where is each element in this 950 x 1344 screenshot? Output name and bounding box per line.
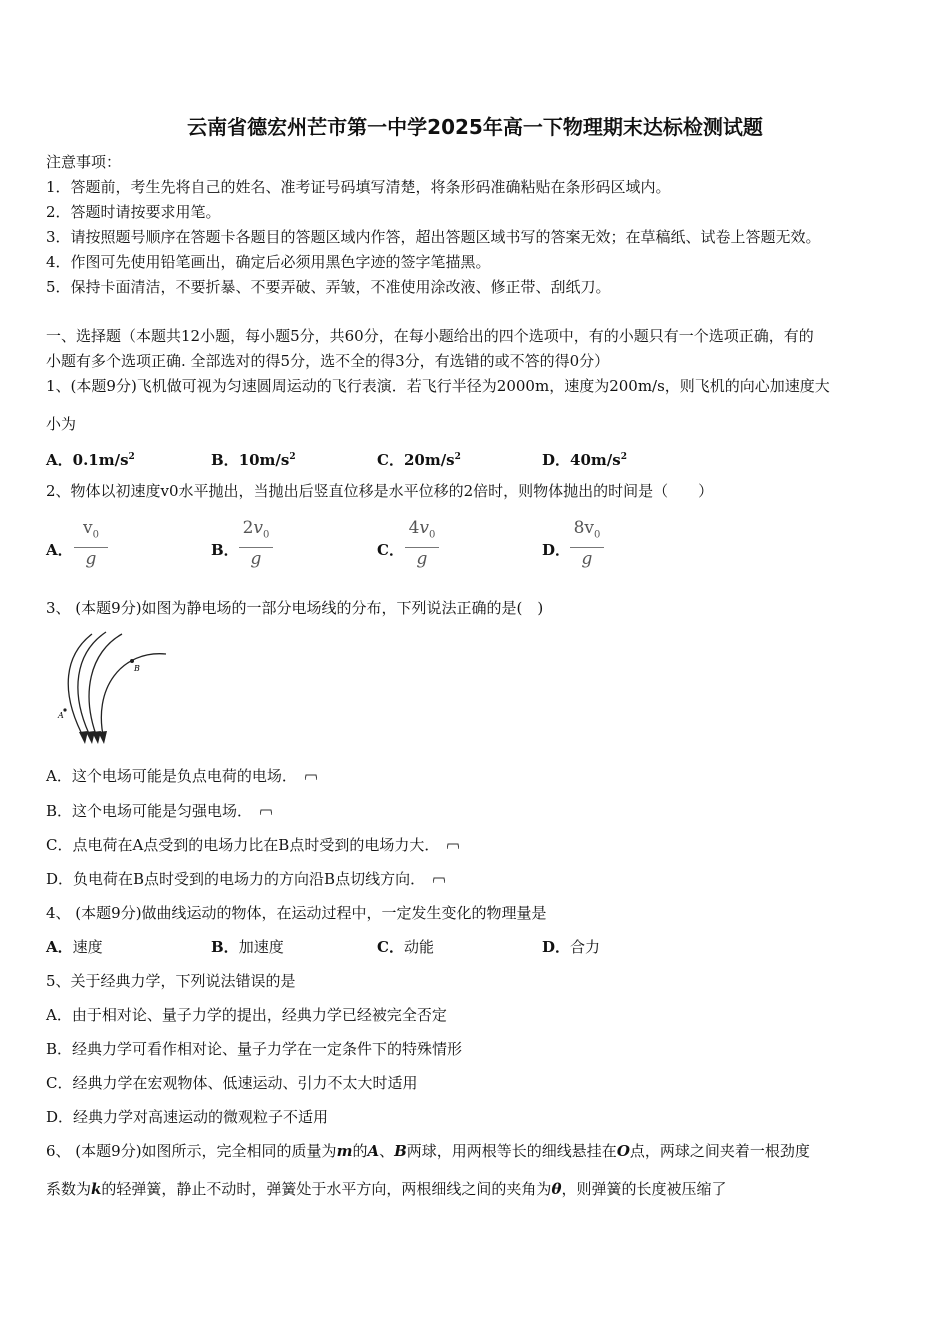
section-intro-line: 一、选择题（本题共12小题，每小题5分，共60分，在每小题给出的四个选项中，有的小题只有一个选项正确，有的 xyxy=(46,327,814,345)
edit-mark-icon xyxy=(260,809,272,815)
question-3-option-c: C．点电荷在A点受到的电场力比在B点时受到的电场力大． xyxy=(46,835,459,855)
edit-mark-icon xyxy=(433,877,445,883)
notice-item: 3．请按照题号顺序在答题卡各题目的答题区域内作答，超出答题区域书写的答案无效；在草稿纸、试卷上答题无效。 xyxy=(46,228,821,246)
question-1-option-d: D．$40m/s^2$ xyxy=(542,451,627,469)
notice-item: 1．答题前，考生先将自己的姓名、准考证号码填写清楚，将条形码准确粘贴在条形码区域内。 xyxy=(46,178,671,196)
point-b-label: B xyxy=(134,664,140,673)
question-1-stem: 1、(本题9分)飞机做可视为匀速圆周运动的飞行表演．若飞行半径为2000m，速度为200m/s，则飞机的向心加速度大 xyxy=(46,377,830,395)
question-4-option-c: C．动能 xyxy=(377,938,434,956)
point-a-label: A xyxy=(58,711,64,720)
question-1-option-c: C．$20m/s^2$ xyxy=(377,451,461,469)
question-1-stem-cont: 小为 xyxy=(46,415,77,433)
notice-item: 4．作图可先使用铅笔画出，确定后必须用黑色字迹的签字笔描黑。 xyxy=(46,253,491,271)
notice-item: 5．保持卡面清洁，不要折暴、不要弄破、弄皱，不准使用涂改液、修正带、刮纸刀。 xyxy=(46,278,611,296)
question-4-option-b: B．加速度 xyxy=(211,938,284,956)
question-4-option-d: D．合力 xyxy=(542,938,601,956)
question-3-option-d: D．负电荷在B点时受到的电场力的方向沿B点切线方向． xyxy=(46,869,445,889)
section-intro-line: 小题有多个选项正确. 全部选对的得5分，选不全的得3分，有选错的或不答的得0分） xyxy=(46,352,610,370)
electric-field-lines-figure xyxy=(52,628,176,750)
question-3-stem: 3、 (本题9分)如图为静电场的一部分电场线的分布，下列说法正确的是( ) xyxy=(46,599,544,617)
edit-mark-icon xyxy=(447,843,459,849)
question-5-stem: 5、关于经典力学，下列说法错误的是 xyxy=(46,972,296,990)
question-4-option-a: A．速度 xyxy=(46,938,103,956)
question-1-option-b: B．$10m/s^2$ xyxy=(211,451,296,469)
question-3-option-b: B．这个电场可能是匀强电场． xyxy=(46,801,272,821)
question-2-stem: 2、物体以初速度v0水平抛出，当抛出后竖直位移是水平位移的2倍时，则物体抛出的时间是（ ） xyxy=(46,482,714,500)
question-1-option-a: A．$0.1m/s^2$ xyxy=(46,451,135,469)
question-3-option-a: A．这个电场可能是负点电荷的电场． xyxy=(46,766,317,786)
question-6-stem-cont: 系数为k的轻弹簧，静止不动时，弹簧处于水平方向，两根细线之间的夹角为θ，则弹簧的长度被压缩了 xyxy=(46,1180,727,1198)
page-title: 云南省德宏州芒市第一中学2025年高一下物理期末达标检测试题 xyxy=(187,115,763,139)
edit-mark-icon xyxy=(305,774,317,780)
question-5-option-b: B．经典力学可看作相对论、量子力学在一定条件下的特殊情形 xyxy=(46,1040,463,1058)
notice-item: 2．答题时请按要求用笔。 xyxy=(46,203,221,221)
question-5-option-d: D．经典力学对高速运动的微观粒子不适用 xyxy=(46,1108,329,1126)
question-5-option-a: A．由于相对论、量子力学的提出，经典力学已经被完全否定 xyxy=(46,1006,447,1024)
question-5-option-c: C．经典力学在宏观物体、低速运动、引力不太大时适用 xyxy=(46,1074,418,1092)
notice-heading: 注意事项： xyxy=(46,153,122,171)
question-4-stem: 4、 (本题9分)做曲线运动的物体，在运动过程中，一定发生变化的物理量是 xyxy=(46,904,547,922)
question-6-stem: 6、 (本题9分)如图所示，完全相同的质量为m的A、B两球，用两根等长的细线悬挂在O点，两球之间夹着一根劲度 xyxy=(46,1142,810,1160)
